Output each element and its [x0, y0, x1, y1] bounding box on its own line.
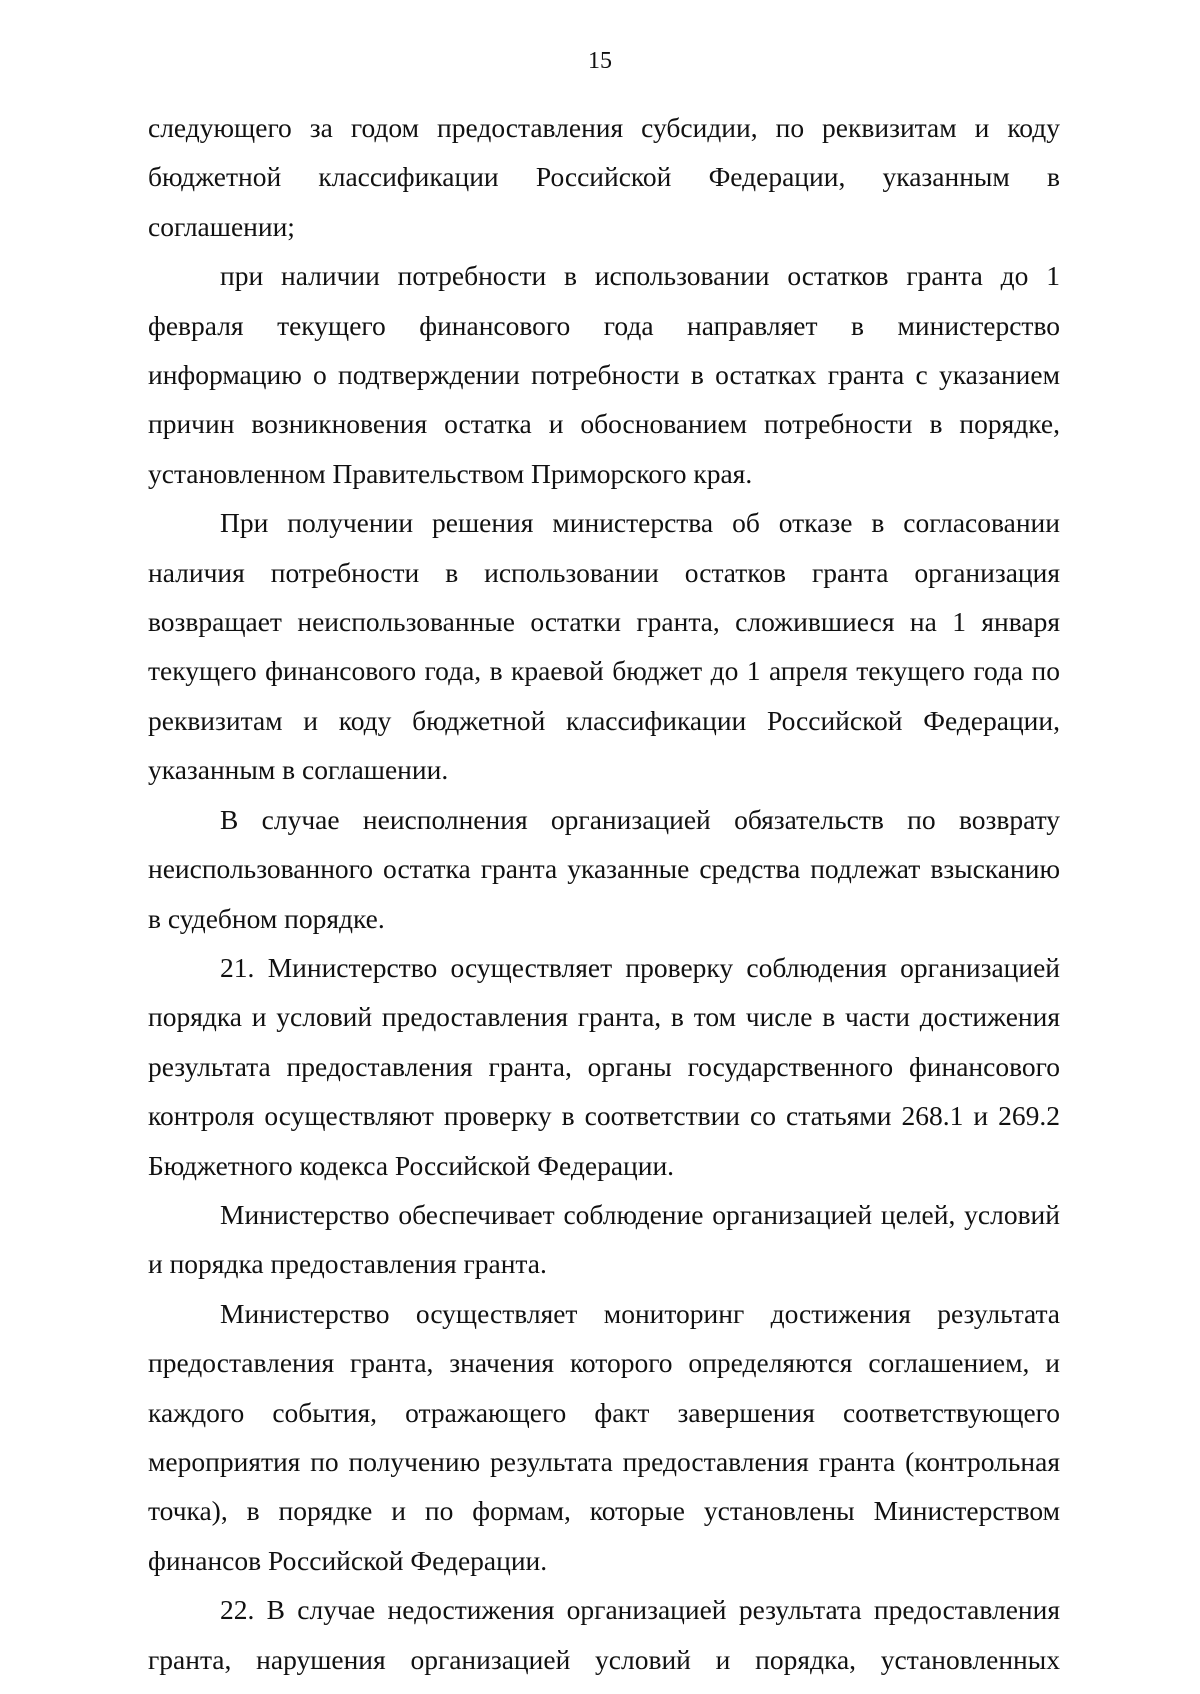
paragraph-4: В случае неисполнения организацией обязательств по возврату неиспользованного остатка гранта указанные средства подлежат взысканию в судебном порядке.: [148, 803, 1060, 934]
document-body: [148, 103, 1060, 1684]
paragraph-1: следующего за годом предоставления субсидии, по реквизитам и коду бюджетной классификации Российской Федерации, указанным в соглашении;: [148, 112, 1060, 242]
paragraph-3: При получении решения министерства об отказе в согласовании наличия потребности в использовании остатков гранта организация возвращает неиспользованные остатки гранта, сложившиеся на 1 января текущего финансового года, в краевой бюджет до 1 апреля текущего года по реквизитам и коду бюджетной классификации Российской Федерации, указанным в соглашении.: [148, 507, 1060, 786]
paragraph-6: Министерство обеспечивает соблюдение организацией целей, условий и порядка предоставления гранта.: [148, 1198, 1060, 1280]
paragraph-2: при наличии потребности в использовании остатков гранта до 1 февраля текущего финансового года направляет в министерство информацию о подтверждении потребности в остатках гранта с указанием причин возникновения остатка и обоснованием потребности в порядке, установленном Правительством Приморского края.: [148, 260, 1060, 489]
paragraph-7: Министерство осуществляет мониторинг достижения результата предоставления гранта, значения которого определяются соглашением, и каждого события, отражающего факт завершения соответствующего мероприятия по получению результата предоставления гранта (контрольная точка), в порядке и по формам, которые установлены Министерством финансов Российской Федерации.: [148, 1297, 1060, 1576]
paragraph-5: 21. Министерство осуществляет проверку соблюдения организацией порядка и условий предоставления гранта, в том числе в части достижения результата предоставления гранта, органы государственного финансового контроля осуществляют проверку в соответствии со статьями 268.1 и 269.2 Бюджетного кодекса Российской Федерации.: [148, 951, 1060, 1181]
paragraph-8: 22. В случае недостижения организацией результата предоставления гранта, нарушения организацией условий и порядка, установленных: [148, 1594, 1060, 1675]
page-number: 15: [588, 48, 612, 74]
